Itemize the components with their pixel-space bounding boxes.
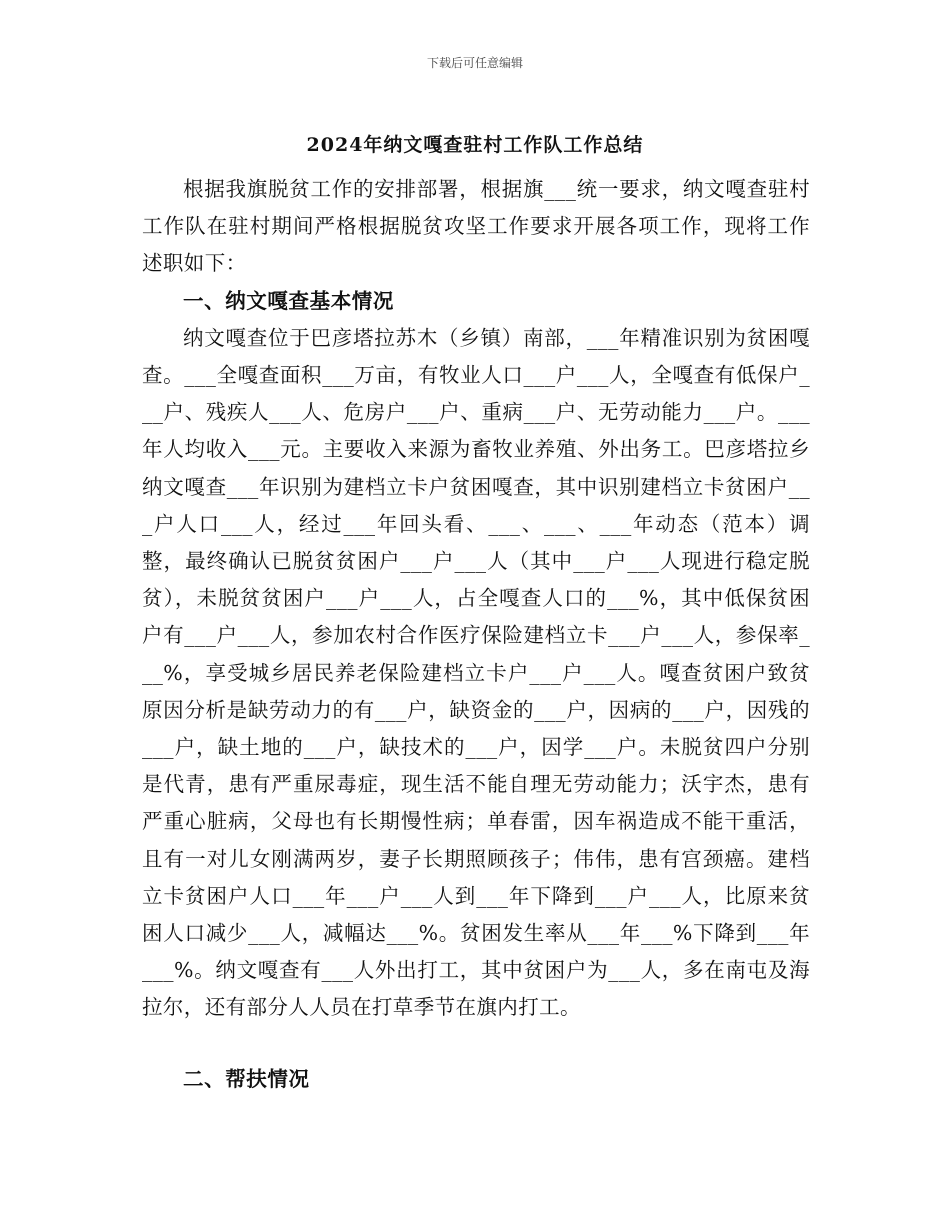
document-title: 2024年纳文嘎查驻村工作队工作总结 — [306, 134, 644, 156]
intro-paragraph: 根据我旗脱贫工作的安排部署，根据旗___统一要求，纳文嘎查驻村工作队在驻村期间严格根据脱贫攻坚工作要求开展各项工作，现将工作述职如下： — [142, 177, 810, 276]
document-body — [142, 171, 810, 1091]
page-header-note: 下载后可任意编辑 — [426, 56, 523, 70]
section-heading-basic-info: 一、纳文嘎查基本情况 — [183, 288, 394, 313]
section-heading-assistance: 二、帮扶情况 — [183, 1067, 310, 1091]
basic-info-paragraph: 纳文嘎查位于巴彦塔拉苏木（乡镇）南部，___年精准识别为贫困嘎查。___全嘎查面积___万亩，有牧业人口___户___人，全嘎查有低保户___户、残疾人___人、危房户___户、重病___户、无劳动能力___户。___年人均收入___元。主要收入来源为畜牧业养殖、外出务工。巴彦塔拉乡纳文嘎查___年识别为建档立卡户贫困嘎查，其中识别建档立卡贫困户___户人口___人，经过___年回头看、___、___、___年动态（范本）调整，最终确认已脱贫贫困户___户___人（其中___户___人现进行稳定脱贫），未脱贫贫困户___户___人，占全嘎查人口的___%，其中低保贫困户有___户___人，参加农村合作医疗保险建档立卡___户___人，参保率___%，享受城乡居民养老保险建档立卡户___户___人。嘎查贫困户致贫原因分析是缺劳动力的有___户，缺资金的___户，因病的___户，因残的___户，缺土地的___户，缺技术的___户，因学___户。未脱贫四户分别是代青，患有严重尿毒症，现生活不能自理无劳动能力；沃宇杰，患有严重心脏病，父母也有长期慢性病；单春雷，因车祸造成不能干重活，且有一对儿女刚满两岁，妻子长期照顾孩子；伟伟，患有宫颈癌。建档立卡贫困户人口___年___户___人到___年下降到___户___人，比原来贫困人口减少___人，减幅达___%。贫困发生率从___年___%下降到___年___%。纳文嘎查有___人外出打工，其中贫困户为___人，多在南屯及海拉尔，还有部分人人员在打草季节在旗内打工。 — [142, 325, 810, 1020]
